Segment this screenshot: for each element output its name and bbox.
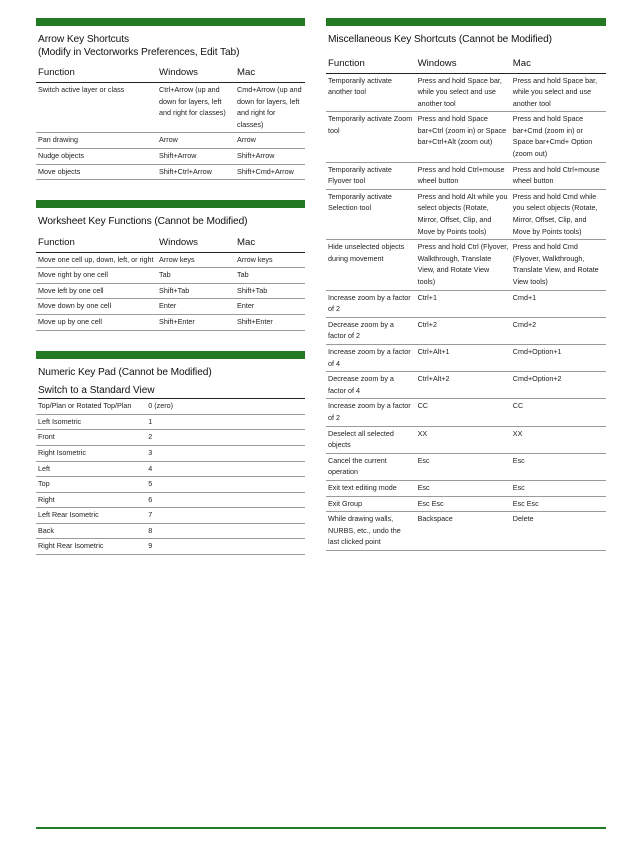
cell-view: Right Isometric xyxy=(36,445,146,461)
cell-key: 2 xyxy=(146,430,305,446)
table-row xyxy=(36,461,305,477)
cell-key: 5 xyxy=(146,477,305,493)
table-row xyxy=(326,162,606,189)
cell-mac: Press and hold Space bar, while you select and use another tool xyxy=(511,73,606,112)
table-row xyxy=(36,164,305,180)
cell-view: Top/Plan or Rotated Top/Plan xyxy=(36,399,146,414)
cell-function: Temporarily activate Selection tool xyxy=(326,189,416,239)
cell-windows: XX xyxy=(416,426,511,453)
section-divider xyxy=(36,351,305,359)
cell-mac: Shift+Tab xyxy=(235,283,305,299)
cell-windows: CC xyxy=(416,399,511,426)
table-row xyxy=(36,148,305,164)
table-row xyxy=(36,268,305,284)
cell-mac: Press and hold Cmd while you select objects (Rotate, Mirror, Offset, Clip, and Move by Points tools) xyxy=(511,189,606,239)
cell-function: Pan drawing xyxy=(36,133,157,149)
table-row xyxy=(326,240,606,290)
table-row xyxy=(326,496,606,512)
cell-mac: Cmd+Arrow (up and down for layers, left and right for classes) xyxy=(235,83,305,133)
numpad-title: Numeric Key Pad (Cannot be Modified) xyxy=(38,366,212,378)
table-row xyxy=(36,83,305,133)
cell-function: Decrease zoom by a factor of 4 xyxy=(326,372,416,399)
column-header: Windows xyxy=(416,56,511,74)
cell-mac: Delete xyxy=(511,512,606,551)
table-row xyxy=(326,453,606,480)
table-row xyxy=(326,73,606,112)
cell-windows: Press and hold Space bar, while you select and use another tool xyxy=(416,73,511,112)
table-row xyxy=(36,133,305,149)
numpad-subtitle: Switch to a Standard View xyxy=(38,385,305,399)
left-column xyxy=(36,18,305,555)
cell-function: Temporarily activate Zoom tool xyxy=(326,112,416,162)
cell-function: Nudge objects xyxy=(36,148,157,164)
column-header: Function xyxy=(326,56,416,74)
cell-windows: Shift+Tab xyxy=(157,283,235,299)
cell-windows: Arrow keys xyxy=(157,252,235,268)
arrow-title-line2: (Modify in Vectorworks Preferences, Edit Tab) xyxy=(38,46,240,58)
cell-key: 3 xyxy=(146,445,305,461)
table-row xyxy=(326,317,606,344)
table-row xyxy=(36,252,305,268)
cell-key: 4 xyxy=(146,461,305,477)
worksheet-section xyxy=(36,200,305,330)
cell-function: Move up by one cell xyxy=(36,315,157,331)
cell-windows: Tab xyxy=(157,268,235,284)
cell-mac: Cmd+2 xyxy=(511,317,606,344)
cell-function: Move down by one cell xyxy=(36,299,157,315)
cell-function: Increase zoom by a factor of 2 xyxy=(326,399,416,426)
numpad-table xyxy=(36,399,305,555)
cell-function: Increase zoom by a factor of 4 xyxy=(326,344,416,371)
cell-mac: Shift+Arrow xyxy=(235,148,305,164)
cell-mac: Cmd+1 xyxy=(511,290,606,317)
table-row xyxy=(326,189,606,239)
cell-key: 9 xyxy=(146,539,305,555)
cell-windows: Press and hold Ctrl+mouse wheel button xyxy=(416,162,511,189)
worksheet-table xyxy=(36,235,305,331)
cell-windows: Ctrl+Alt+1 xyxy=(416,344,511,371)
cell-function: Temporarily activate Flyover tool xyxy=(326,162,416,189)
cell-mac: Esc Esc xyxy=(511,496,606,512)
cell-key: 7 xyxy=(146,508,305,524)
cell-view: Top xyxy=(36,477,146,493)
column-header: Function xyxy=(36,235,157,253)
table-row xyxy=(36,523,305,539)
cell-windows: Shift+Arrow xyxy=(157,148,235,164)
cell-mac: Shift+Cmd+Arrow xyxy=(235,164,305,180)
cell-view: Left xyxy=(36,461,146,477)
cell-windows: Esc xyxy=(416,480,511,496)
cell-view: Front xyxy=(36,430,146,446)
table-row xyxy=(36,430,305,446)
cell-function: Move right by one cell xyxy=(36,268,157,284)
section-divider xyxy=(36,200,305,208)
cell-function: Hide unselected objects during movement xyxy=(326,240,416,290)
cell-key: 6 xyxy=(146,492,305,508)
section-divider xyxy=(36,18,305,26)
cell-mac: Press and hold Cmd (Flyover, Walkthrough, Translate View, and Rotate View tools) xyxy=(511,240,606,290)
table-row xyxy=(36,399,305,414)
column-header: Windows xyxy=(157,65,235,83)
arrow-key-section xyxy=(36,18,305,180)
cell-mac: Cmd+Option+2 xyxy=(511,372,606,399)
table-row xyxy=(36,508,305,524)
cell-function: Switch active layer or class xyxy=(36,83,157,133)
section-divider xyxy=(326,18,606,26)
cell-windows: Shift+Enter xyxy=(157,315,235,331)
arrow-key-table xyxy=(36,65,305,180)
cell-function: While drawing walls, NURBS, etc., undo the last clicked point xyxy=(326,512,416,551)
cell-mac: CC xyxy=(511,399,606,426)
column-header: Function xyxy=(36,65,157,83)
cell-function: Exit text editing mode xyxy=(326,480,416,496)
cell-function: Temporarily activate another tool xyxy=(326,73,416,112)
column-header: Mac xyxy=(235,235,305,253)
table-row xyxy=(36,539,305,555)
table-row xyxy=(36,315,305,331)
column-header: Mac xyxy=(511,56,606,74)
table-header-row xyxy=(36,65,305,83)
worksheet-title: Worksheet Key Functions (Cannot be Modified) xyxy=(38,216,248,228)
cell-windows: Ctrl+Arrow (up and down for layers, left and right for classes) xyxy=(157,83,235,133)
footer-rule xyxy=(36,827,606,829)
cell-key: 0 (zero) xyxy=(146,399,305,414)
table-header-row xyxy=(326,56,606,74)
misc-title: Miscellaneous Key Shortcuts (Cannot be Modified) xyxy=(328,34,552,45)
cell-mac: Esc xyxy=(511,453,606,480)
cell-view: Right xyxy=(36,492,146,508)
cell-windows: Backspace xyxy=(416,512,511,551)
cell-windows: Press and hold Alt while you select objects (Rotate, Mirror, Offset, Clip, and Move by Points tools) xyxy=(416,189,511,239)
cell-mac: Esc xyxy=(511,480,606,496)
cell-mac: Arrow keys xyxy=(235,252,305,268)
cell-mac: Tab xyxy=(235,268,305,284)
cell-mac: Press and hold Space bar+Cmd (zoom in) or Space bar+Cmd+ Option (zoom out) xyxy=(511,112,606,162)
cell-mac: Enter xyxy=(235,299,305,315)
column-header: Mac xyxy=(235,65,305,83)
misc-table xyxy=(326,56,606,551)
cell-function: Increase zoom by a factor of 2 xyxy=(326,290,416,317)
table-row xyxy=(36,414,305,430)
table-row xyxy=(36,299,305,315)
cell-mac: Arrow xyxy=(235,133,305,149)
cell-key: 1 xyxy=(146,414,305,430)
numpad-section xyxy=(36,351,305,555)
arrow-title-line1: Arrow Key Shortcuts xyxy=(38,34,129,45)
cell-view: Back xyxy=(36,523,146,539)
cell-windows: Ctrl+1 xyxy=(416,290,511,317)
cell-windows: Arrow xyxy=(157,133,235,149)
cell-windows: Esc xyxy=(416,453,511,480)
table-row xyxy=(36,477,305,493)
cell-windows: Press and hold Ctrl (Flyover, Walkthrough, Translate View, and Rotate View tools) xyxy=(416,240,511,290)
cell-mac: Cmd+Option+1 xyxy=(511,344,606,371)
table-row xyxy=(326,112,606,162)
cell-function: Move left by one cell xyxy=(36,283,157,299)
cell-function: Decrease zoom by a factor of 2 xyxy=(326,317,416,344)
cell-windows: Ctrl+2 xyxy=(416,317,511,344)
cell-key: 8 xyxy=(146,523,305,539)
table-row xyxy=(326,426,606,453)
cell-mac: Shift+Enter xyxy=(235,315,305,331)
table-row xyxy=(36,445,305,461)
cell-function: Deselect all selected objects xyxy=(326,426,416,453)
table-row xyxy=(326,480,606,496)
section-title xyxy=(38,34,305,59)
cell-function: Move one cell up, down, left, or right xyxy=(36,252,157,268)
cell-view: Left Rear Isometric xyxy=(36,508,146,524)
column-header: Windows xyxy=(157,235,235,253)
cell-windows: Esc Esc xyxy=(416,496,511,512)
cell-windows: Ctrl+Alt+2 xyxy=(416,372,511,399)
table-row xyxy=(36,283,305,299)
cell-windows: Enter xyxy=(157,299,235,315)
right-column xyxy=(326,18,606,551)
cell-function: Cancel the current operation xyxy=(326,453,416,480)
cell-windows: Press and hold Space bar+Ctrl (zoom in) or Space bar+Ctrl+Alt (zoom out) xyxy=(416,112,511,162)
cell-mac: XX xyxy=(511,426,606,453)
cell-view: Left Isometric xyxy=(36,414,146,430)
table-row xyxy=(326,512,606,551)
cell-windows: Shift+Ctrl+Arrow xyxy=(157,164,235,180)
cell-mac: Press and hold Ctrl+mouse wheel button xyxy=(511,162,606,189)
table-row xyxy=(36,492,305,508)
cell-function: Move objects xyxy=(36,164,157,180)
table-row xyxy=(326,290,606,317)
table-header-row xyxy=(36,235,305,253)
table-row xyxy=(326,372,606,399)
cell-function: Exit Group xyxy=(326,496,416,512)
table-row xyxy=(326,344,606,371)
table-row xyxy=(326,399,606,426)
misc-section xyxy=(326,18,606,551)
cell-view: Right Rear Isometric xyxy=(36,539,146,555)
